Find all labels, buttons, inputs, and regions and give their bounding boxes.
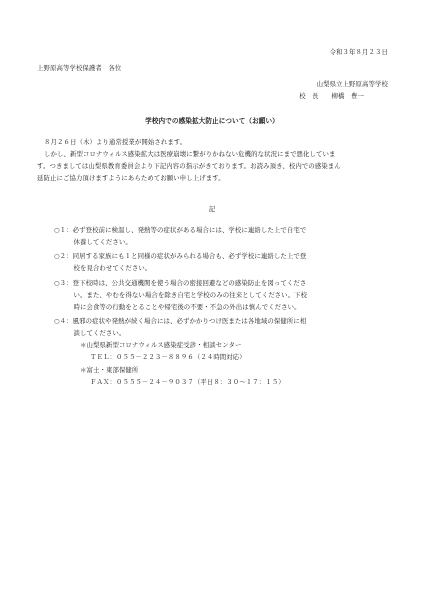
list-item-3-line-3: 時に会食等の行動をとることや帰宅後の不要・不急の外出は慎んでください。 <box>54 303 301 311</box>
list-item-1-line-1: ○１：必ず登校前に検温し、発熱等の症状がある場合には、学校に連絡した上で自宅で <box>54 226 307 234</box>
list-item-1-line-2: 休養してください。 <box>54 238 132 246</box>
list-item-2-line-2: 校を見合わせてください。 <box>54 264 152 272</box>
ki-heading: 記 <box>208 205 216 213</box>
sender-name: 校 長 柳橋 豊一 <box>299 92 364 100</box>
list-item-3-line-2: い。また、やむを得ない場合を除き自宅と学校のみの往来としてください。下校 <box>54 291 308 299</box>
intro-line-1: ８月２６日（木）より通常授業が開始されます。 <box>44 138 187 146</box>
contact-health-fax: ＦＡＸ：０５５５－２４－９０３７（平日８：３０～１７：１５） <box>90 378 285 386</box>
list-item-3-line-1: ○３：登下校時は、公共交通機関を使う場合の密接回避などの感染防止を図ってくださ <box>54 279 307 287</box>
contact-health-name: ＊富士・東部保健所 <box>80 366 139 374</box>
list-item-4-line-2: 談してください。 <box>54 329 126 337</box>
intro-line-3: す。つきましては山梨県教育委員会より下記内容の指示がきております。お読み頂き、校内での感染まん <box>37 162 341 170</box>
intro-line-4: 延防止にご協力頂けますようにあらためてお願い申し上げます。 <box>37 174 225 182</box>
contact-center-tel: ＴＥＬ：０５５－２２３－８８９６（２４時間対応） <box>90 353 246 361</box>
sender-school: 山梨県立上野原高等学校 <box>316 80 388 88</box>
document-date: 令和３年８月２３日 <box>329 48 388 56</box>
list-item-4-line-1: ○４：風邪の症状や発熱が続く場合には、必ずかかりつけ医または各地域の保健所に相 <box>54 317 307 325</box>
contact-center-name: ＊山梨県新型コロナウィルス感染症受診・相談センター <box>80 341 242 349</box>
document-title: 学校内での感染拡大防止について（お願い） <box>145 117 279 125</box>
recipient-line: 上野原高等学校保護者 各位 <box>37 64 122 72</box>
intro-line-2: しかし、新型コロナウィルス感染拡大は医療崩壊に繋がりかねない危機的な状況にまで悪化していま <box>44 150 336 158</box>
list-item-2-line-1: ○２：同居する家族にも１と同様の症状がみられる場合も、必ず学校に連絡した上で登 <box>54 252 307 260</box>
